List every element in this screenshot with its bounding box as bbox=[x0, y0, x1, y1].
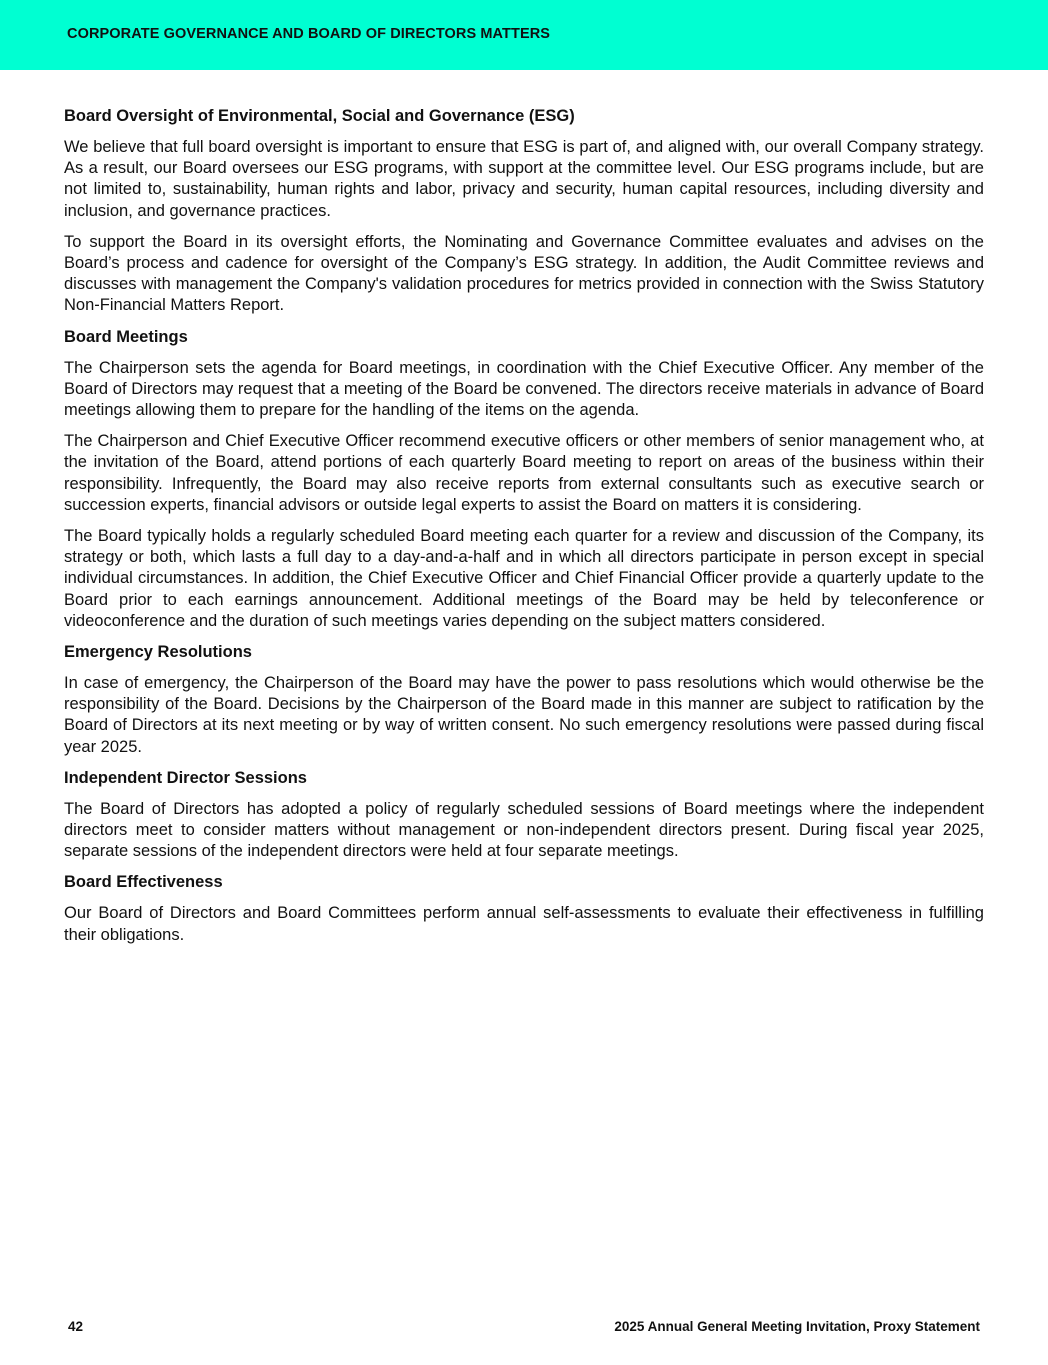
paragraph: The Chairperson and Chief Executive Officer recommend executive officers or other members of senior management who, at the invitation of the Board, attend portions of each quarterly Board meeting to report on areas of the business within their responsibility. Infrequently, the Board may also receive reports from external consultants such as executive search or succession experts, financial advisors or outside legal experts to assist the Board on matters it is considering. bbox=[64, 432, 984, 514]
main-content bbox=[64, 106, 984, 956]
paragraph: The Chairperson sets the agenda for Board meetings, in coordination with the Chief Executive Officer. Any member of the Board of Directors may request that a meeting of the Board be convened. The directors receive materials in advance of Board meetings allowing them to prepare for the handling of the items on the agenda. bbox=[64, 358, 984, 420]
page-header-title: CORPORATE GOVERNANCE AND BOARD OF DIRECTORS MATTERS bbox=[67, 26, 551, 42]
section-heading: Board Meetings bbox=[64, 327, 188, 346]
paragraph: We believe that full board oversight is important to ensure that ESG is part of, and aligned with, our overall Company strategy. As a result, our Board oversees our ESG programs, with support at the committee level. Our ESG programs include, but are not limited to, sustainability, human rights and labor, privacy and security, human capital resources, including diversity and inclusion, and governance practices. bbox=[64, 138, 984, 220]
paragraph: To support the Board in its oversight efforts, the Nominating and Governance Committee evaluates and advises on the Board’s process and cadence for oversight of the Company’s ESG strategy. In addition, the Audit Committee reviews and discusses with management the Company's validation procedures for metrics provided in connection with the Swiss Statutory Non-Financial Matters Report. bbox=[64, 232, 984, 315]
section-heading: Emergency Resolutions bbox=[64, 643, 252, 662]
footer-document-title: 2025 Annual General Meeting Invitation, Proxy Statement bbox=[614, 1319, 980, 1334]
paragraph: Our Board of Directors and Board Committees perform annual self-assessments to evaluate their effectiveness in fulfilling their obligations. bbox=[64, 904, 984, 944]
section-independent-director-sessions bbox=[64, 768, 984, 863]
paragraph: The Board of Directors has adopted a policy of regularly scheduled sessions of Board meetings where the independent directors meet to consider matters without management or non-independent directors present. During fiscal year 2025, separate sessions of the independent directors were held at four separate meetings. bbox=[64, 799, 984, 861]
section-esg-oversight bbox=[64, 106, 984, 317]
paragraph: The Board typically holds a regularly scheduled Board meeting each quarter for a review and discussion of the Company, its strategy or both, which lasts a full day to a day-and-a-half and in which all directors participate in person except in special individual circumstances. In addition, the Chief Executive Officer and Chief Financial Officer provide a quarterly update to the Board prior to each earnings announcement. Additional meetings of the Board may be held by teleconference or videoconference and the duration of such meetings varies depending on the subject matters considered. bbox=[64, 527, 984, 630]
section-heading: Independent Director Sessions bbox=[64, 768, 307, 787]
section-heading: Board Oversight of Environmental, Social and Governance (ESG) bbox=[64, 107, 575, 125]
page-number: 42 bbox=[68, 1319, 84, 1334]
section-board-meetings bbox=[64, 327, 984, 632]
section-emergency-resolutions bbox=[64, 642, 984, 758]
paragraph: In case of emergency, the Chairperson of the Board may have the power to pass resolutions which would otherwise be the responsibility of the Board. Decisions by the Chairperson of the Board made in this manner are subject to ratification by the Board of Directors at its next meeting or by way of written consent. No such emergency resolutions were passed during fiscal year 2025. bbox=[64, 674, 984, 756]
header-band bbox=[0, 0, 1048, 70]
section-board-effectiveness bbox=[64, 872, 984, 945]
section-heading: Board Effectiveness bbox=[64, 873, 223, 892]
